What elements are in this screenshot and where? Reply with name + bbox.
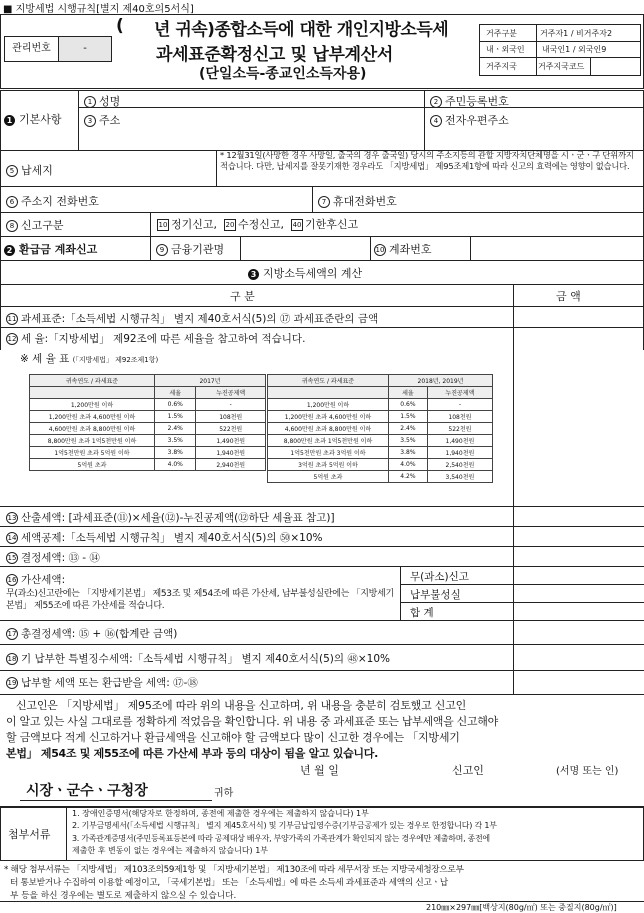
row14-tax-credit: 14 세액공제:「소득세법 시행규칙」 별지 제40호서식(5)의 ㊿×10% — [7, 532, 323, 544]
declaration-line4: 본법」 제54조 및 제55조에 따른 가산세 부과 등의 대상이 됨을 알고 있습니다. — [6, 747, 378, 760]
management-number-label: 관리번호 — [5, 37, 59, 61]
section1-number-icon: 1 — [4, 115, 15, 126]
addressee: 시장ㆍ군수ㆍ구청장 — [26, 783, 148, 799]
footnote-line2: 터 통보받거나 수집하여 이용할 예정이고, 「국세기본법」 또는 「소득세법」에 따른 소득세 과세표준과 세액의 신고ㆍ납 — [10, 878, 448, 888]
email-label: 4 전자우편주소 — [430, 112, 509, 128]
reporter-label: 신고인 — [452, 764, 484, 777]
residency-value[interactable]: 거주자1 / 비거주자2 — [540, 29, 613, 38]
row16-total: 합 계 — [410, 607, 434, 619]
report-type-options[interactable]: 10 정기신고, 20 수정신고, 40 기한후신고 — [158, 218, 359, 231]
management-number-value[interactable]: - — [59, 37, 111, 61]
residency-box — [479, 24, 641, 76]
mobile-phone-label: 7 휴대전화번호 — [318, 193, 397, 209]
row19-payable-tax: 19 납부할 세액 또는 환급받을 세액: ⑰-⑱ — [7, 677, 198, 689]
honorific: 귀하 — [214, 788, 234, 799]
residence-country-label: 거주지국 — [486, 62, 517, 71]
footnote-line1: * 해당 첨부서류는 「지방세법」 제103조의59제1항 및 「지방세기본법」 제130조에 따라 세무서장 또는 지방국세청장으로부 — [4, 865, 464, 875]
title-line2: 과세표준확정신고 및 납부계산서 — [156, 45, 393, 65]
footnote-line3: 부 등을 하신 경우에는 별도로 제출하지 않으실 수 있습니다. — [10, 891, 237, 901]
row16-no-report: 무(과소)신고 — [410, 571, 469, 583]
tax-office-label: 5 납세지 — [6, 162, 53, 178]
declaration-line1: 신고인은 「지방세법」 제95조에 따라 위의 내용을 신고하며, 위 내용을 충분히 검토했고 신고인 — [16, 699, 467, 712]
attachment-item1: 1. 장애인증명서(해당자로 한정하며, 종전에 제출한 경우에는 제출하지 않습니다) 1부 — [72, 809, 369, 818]
declaration-date[interactable]: 년 월 일 — [300, 764, 339, 777]
nationality-value[interactable]: 내국인1 / 외국인9 — [542, 45, 607, 54]
rate-table-2018: 귀속연도 / 과세표준 2018년, 2019년 세율 누진공제액 1,200만원 이하 0.6% - 1,200만원 초과 4,600만원 이하 1.5% 108천원 4,600만원 초과 8,800만원 이하 2.4% 522천원 8,800만원 초과 1억5천만원 이하 3.5% 1,490천원 1억5천만원 초과 3억원 이하 3.8% 1,940천원 3억원 초과 5억원 이하 4.0% 2,540천원 5억원 초과 4.2% 3,540천원 — [267, 374, 493, 483]
management-number-box — [4, 36, 112, 62]
section1-title: 1 기본사항 — [4, 111, 62, 127]
signature-field[interactable]: (서명 또는 인) — [556, 766, 619, 777]
section2-title: 2 환급금 계좌신고 — [4, 241, 97, 257]
row18-prepaid-tax: 18 기 납부한 특별징수세액:「소득세법 시행규칙」 별지 제40호서식(5)의 ㊽×10% — [7, 653, 391, 665]
category-header: 구 분 — [230, 290, 255, 303]
report-type-label: 8 신고구분 — [6, 217, 64, 233]
tax-office-note: * 12월31일(사망한 경우 사망일, 출국의 경우 출국일) 당시의 주소지등의 관할 지방자치단체명을 시ㆍ군ㆍ구 단위까지 적습니다. 다만, 납세지를 잘못기재한 경우라도 「지방세법」 제95조제1항에 따라 신고의 효력에는 영향이 없습니다. — [220, 150, 634, 171]
rate-table-2017: 귀속연도 / 과세표준 2017년 세율 누진공제액 1,200만원 이하 0.6% - 1,200만원 초과 4,600만원 이하 1.5% 108천원 4,600만원 초과 8,800만원 이하 2.4% 522천원 8,800만원 초과 1억5천만원 이하 3.5% 1,490천원 1억5천만원 초과 5억원 이하 3.8% 1,940천원 5억원 초과 4.0% 2,940천원 — [29, 374, 266, 471]
rate-table-note: ※ 세 율 표 (「지방세법」 제92조제1항) — [20, 353, 159, 365]
declaration-line3: 할 금액보다 적게 신고하거나 환급세액을 신고해야 할 금액보다 많이 신고한 경우에는 「지방세기 — [6, 731, 460, 744]
nationality-label: 내ㆍ외국인 — [486, 45, 525, 54]
rate-2017-header-base: 귀속연도 / 과세표준 — [30, 375, 155, 387]
row16-late-payment: 납부불성실 — [410, 589, 461, 601]
attachment-item3: 3. 가족관계증명서(주민등록표등본에 따라 공제대상 배우자, 부양가족의 가족관계가 확인되지 않는 경우에만 제출하며, 종전에 — [72, 834, 490, 843]
row17-total-tax: 17 총결정세액: ⑮ + ⑯(합계란 금액) — [7, 628, 178, 640]
name-label: 1 성명 — [84, 93, 120, 109]
amount-header: 금 액 — [556, 290, 581, 303]
title-paren: ( — [116, 16, 124, 36]
section3-title: 3 지방소득세액의 계산 — [248, 265, 362, 281]
address-label: 3 주소 — [84, 112, 120, 128]
row16-note: 무(과소)신고란에는 「지방세기본법」 제53조 및 제54조에 따른 가산세, 납부불성실란에는 「지방세기본법」 제55조에 따른 가산세를 적습니다. — [6, 589, 394, 611]
residency-label: 거주구분 — [486, 29, 517, 38]
attachments-label: 첨부서류 — [8, 828, 51, 841]
row16-additional-tax: 16 가산세액: — [7, 574, 66, 586]
form-reference: ■ 지방세법 시행규칙[별지 제40호의5서식] — [3, 4, 194, 15]
row13-computed-tax: 13 산출세액: [과세표준(⑪)×세율(⑫)-누진공제액(⑫하단 세율표 참고)] — [7, 512, 335, 524]
row15-determined-tax: 15 결정세액: ⑬ - ⑭ — [7, 552, 100, 564]
attachment-item3-cont: 제출한 후 변동이 없는 경우에는 제출하지 않습니다) 1부 — [72, 846, 269, 855]
row12-tax-rate: 12 세 율:「지방세법」 제92조에 따른 세율을 참고하여 적습니다. — [7, 333, 306, 345]
account-label: 10 계좌번호 — [375, 243, 432, 256]
title-line1: 년 귀속)종합소득에 대한 개인지방소득세 — [154, 20, 449, 40]
paper-spec: 210㎜×297㎜[백상지(80g/㎡) 또는 중질지(80g/㎡)] — [426, 903, 617, 912]
attachment-item2: 2. 기부금명세서(「소득세법 시행규칙」 별지 제45호서식) 및 기부금납입영수증(기부금공제가 있는 경우로 한정합니다) 각 1부 — [72, 821, 497, 830]
title-line3: (단일소득-종교인소득자용) — [199, 66, 367, 82]
home-phone-label: 6 주소지 전화번호 — [6, 193, 99, 209]
rrn-label: 2 주민등록번호 — [430, 93, 509, 109]
bank-label: 9 금융기관명 — [156, 241, 224, 257]
residence-country-code-label: 거주지국코드 — [538, 62, 585, 71]
declaration-line2: 이 알고 있는 사실 그대로를 정확하게 적었음을 확인합니다. 위 내용 중 과세표준 또는 납부세액을 신고해야 — [6, 715, 498, 728]
row11-tax-base: 11 과세표준:「소득세법 시행규칙」 별지 제40호서식(5)의 ⑰ 과세표준란의 금액 — [7, 313, 379, 325]
